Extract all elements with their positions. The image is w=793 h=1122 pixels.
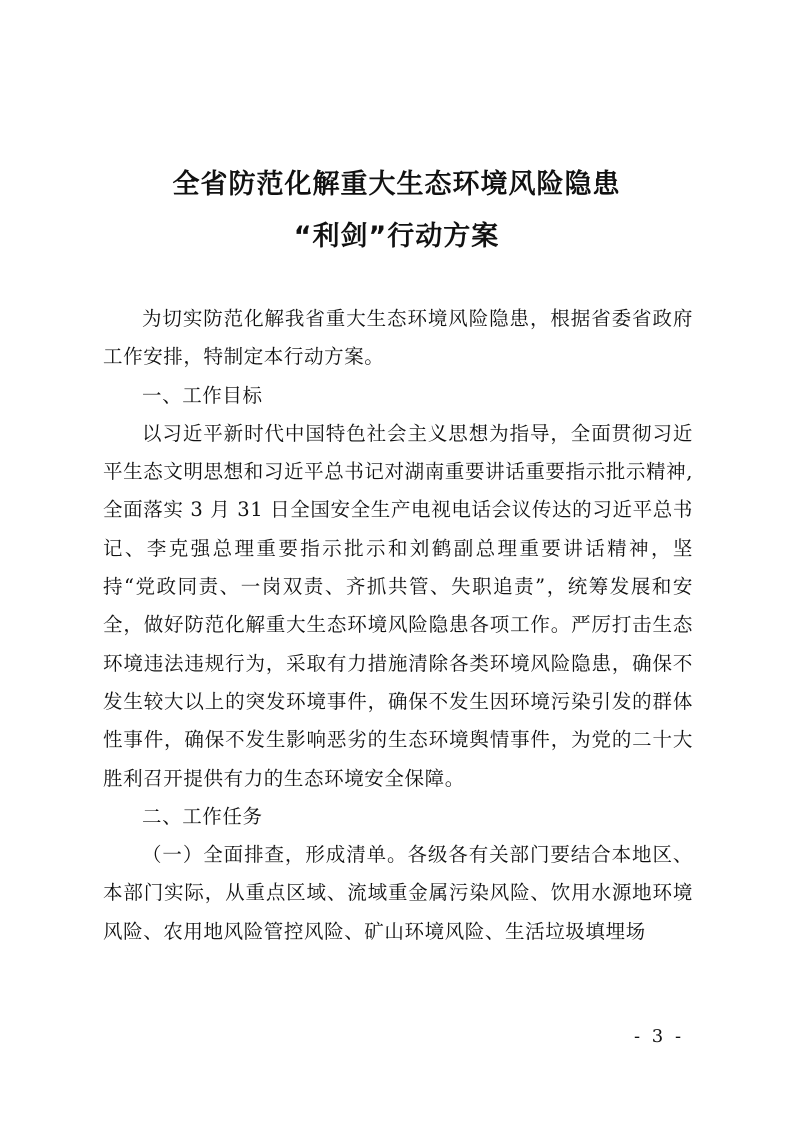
goals-paragraph: 以习近平新时代中国特色社会主义思想为指导，全面贯彻习近平生态文明思想和习近平总书记对湖南重要讲话重要指示批示精神,全面落实 3 月 31 日全国安全生产电视电话会议传达的习近平总书记、李克强总理重要指示批示和刘鹤副总理重要讲话精神，坚持“党政同责、一岗双责、齐抓共管、失职追责”，统筹发展和安全，做好防范化解重大生态环境风险隐患各项工作。严厉打击生态环境违法违规行为，采取有力措施清除各类环境风险隐患，确保不发生较大以上的突发环境事件，确保不发生因环境污染引发的群体性事件，确保不发生影响恶劣的生态环境舆情事件，为党的二十大胜利召开提供有力的生态环境安全保障。 xyxy=(103,421,693,790)
intro-paragraph: 为切实防范化解我省重大生态环境风险隐患，根据省委省政府工作安排，特制定本行动方案。 xyxy=(103,307,693,369)
page-number: - 3 - xyxy=(634,1026,685,1047)
section-heading-tasks: 二、工作任务 xyxy=(142,804,263,828)
document-title-line-2: “利剑”行动方案 xyxy=(293,221,500,252)
document-body xyxy=(103,300,693,951)
section-heading-goals: 一、工作目标 xyxy=(142,383,263,407)
document-title-line-1: 全省防范化解重大生态环境风险隐患 xyxy=(172,169,621,200)
tasks-paragraph: （一）全面排查，形成清单。各级各有关部门要结合本地区、本部门实际，从重点区域、流域重金属污染风险、饮用水源地环境风险、农用地风险管控风险、矿山环境风险、生活垃圾填埋场 xyxy=(103,843,693,943)
